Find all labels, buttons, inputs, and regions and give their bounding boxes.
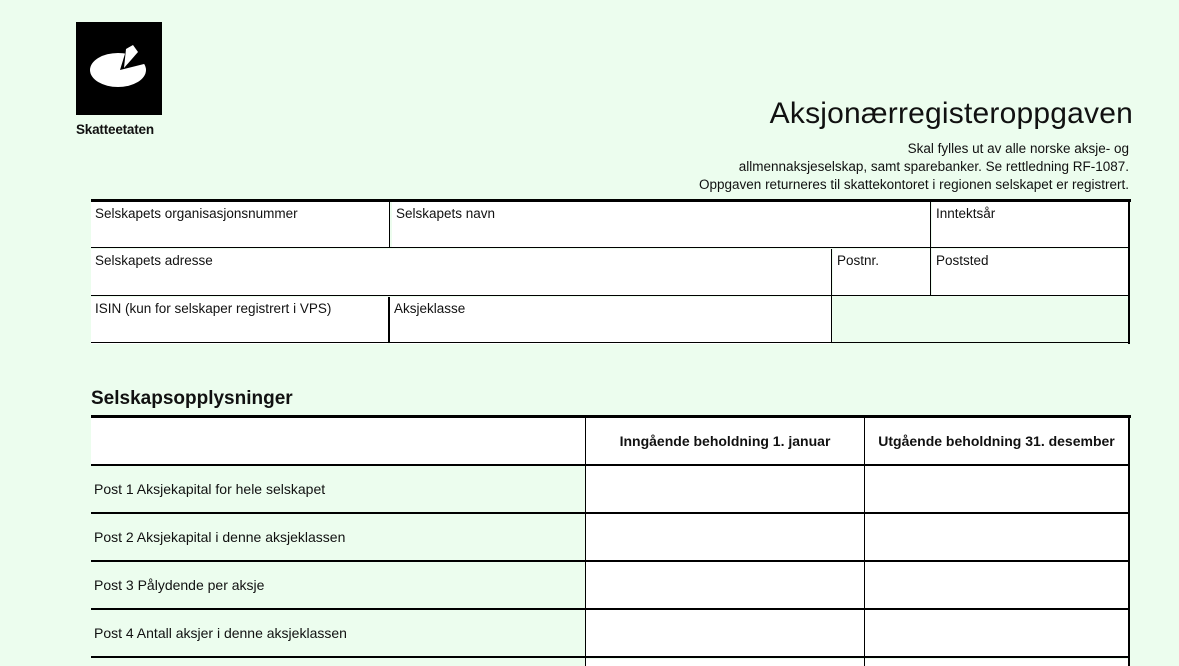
grid-rule xyxy=(388,297,390,343)
form-subtitle xyxy=(699,140,1129,194)
table-row-label: Post 1 Aksjekapital for hele selskapet xyxy=(94,481,326,497)
grid-rule xyxy=(91,342,1129,343)
post1-closing-input[interactable] xyxy=(865,466,1128,512)
column-header-closing: Utgående beholdning 31. desember xyxy=(865,418,1128,464)
address-label: Selskapets adresse xyxy=(95,253,213,268)
grid-rule xyxy=(930,202,931,296)
postal-place-label: Poststed xyxy=(936,253,989,268)
table-rule xyxy=(91,656,1129,658)
postal-code-field[interactable] xyxy=(833,249,930,296)
grid-rule xyxy=(389,202,390,248)
table-rule xyxy=(864,418,865,666)
grid-rule xyxy=(831,249,832,343)
subtitle-line: allmennaksjeselskap, samt sparebanker. Se rettledning RF-1087. xyxy=(738,159,1129,174)
section-title: Selskapsopplysninger xyxy=(91,388,293,409)
table-header-blank xyxy=(91,418,585,464)
company-info-grid xyxy=(91,199,1131,343)
income-year-field[interactable] xyxy=(932,202,1129,248)
postal-place-field[interactable] xyxy=(932,249,1129,296)
logo-mark-icon xyxy=(76,22,162,115)
subtitle-line: Oppgaven returneres til skattekontoret i regionen selskapet er registrert. xyxy=(699,177,1129,192)
column-header-opening: Inngående beholdning 1. januar xyxy=(586,418,864,464)
shaded-empty-cell xyxy=(833,297,1129,344)
table-row-label: Post 4 Antall aksjer i denne aksjeklassen xyxy=(94,625,347,641)
company-name-label: Selskapets navn xyxy=(396,206,496,221)
postal-code-label: Postnr. xyxy=(837,253,880,268)
table-rule xyxy=(91,608,1129,610)
table-row-label: Post 2 Aksjekapital i denne aksjeklassen xyxy=(94,529,346,545)
org-number-field[interactable] xyxy=(91,202,390,248)
table-rule xyxy=(585,418,586,666)
post3-closing-input[interactable] xyxy=(865,562,1128,608)
post1-opening-input[interactable] xyxy=(586,466,864,512)
grid-rule xyxy=(91,247,1128,248)
skatteetaten-logo xyxy=(76,22,162,137)
post2-closing-input[interactable] xyxy=(865,514,1128,560)
company-info-table xyxy=(91,415,1131,663)
share-class-label: Aksjeklasse xyxy=(394,301,466,316)
post4-opening-input[interactable] xyxy=(586,610,864,656)
table-rule xyxy=(91,512,1129,514)
grid-rule xyxy=(1128,202,1130,344)
address-field[interactable] xyxy=(91,249,831,296)
grid-rule xyxy=(91,295,1128,296)
isin-field[interactable] xyxy=(91,297,388,344)
logo-text: Skatteetaten xyxy=(76,122,154,137)
org-number-label: Selskapets organisasjonsnummer xyxy=(95,206,298,221)
post4-closing-input[interactable] xyxy=(865,610,1128,656)
table-rule xyxy=(91,464,1129,466)
table-rule xyxy=(1128,418,1130,666)
post3-opening-input[interactable] xyxy=(586,562,864,608)
post2-opening-input[interactable] xyxy=(586,514,864,560)
income-year-label: Inntektsår xyxy=(936,206,996,221)
subtitle-line: Skal fylles ut av alle norske aksje- og xyxy=(907,141,1129,156)
form-title: Aksjonærregisteroppgaven xyxy=(769,97,1133,130)
company-name-field[interactable] xyxy=(392,202,930,248)
table-row-label: Post 3 Pålydende per aksje xyxy=(94,577,265,593)
share-class-field[interactable] xyxy=(390,297,831,344)
table-rule xyxy=(91,560,1129,562)
isin-label: ISIN (kun for selskaper registrert i VPS) xyxy=(95,301,332,316)
